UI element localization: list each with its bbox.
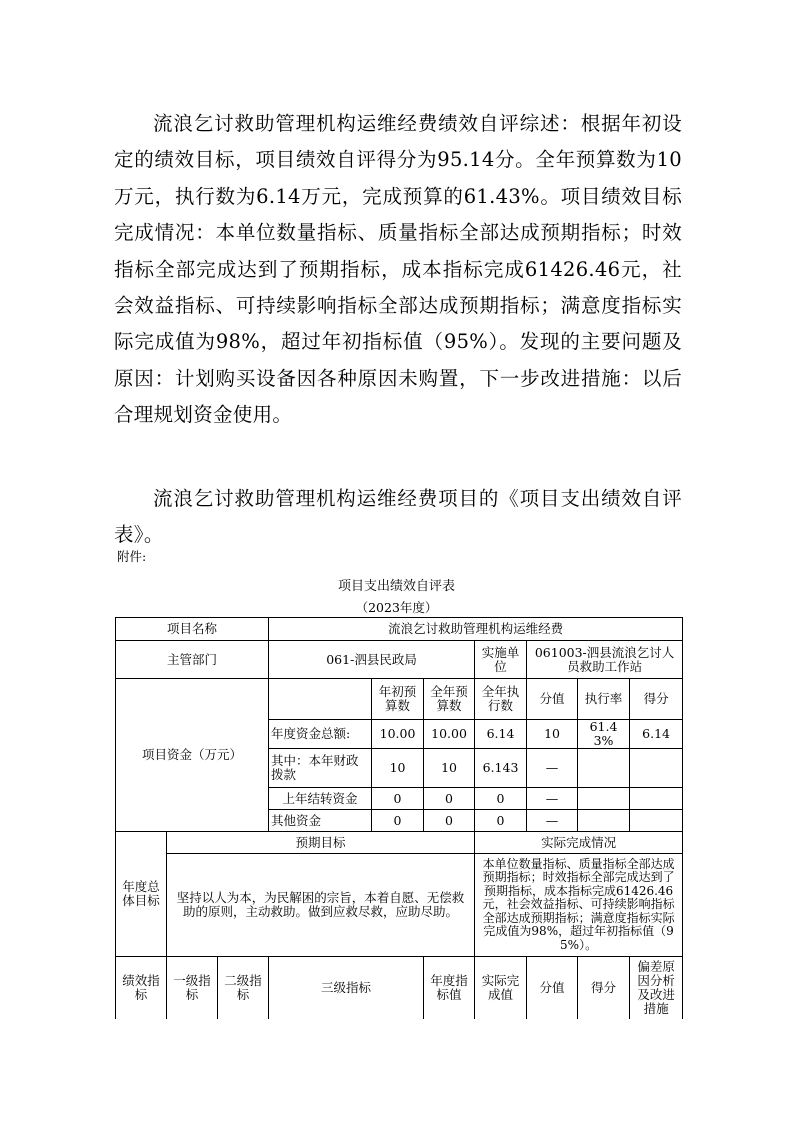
dept-label: 主管部门: [116, 641, 269, 679]
fund-cell: 0: [424, 788, 475, 810]
col-header: 全年预算数: [424, 679, 475, 720]
fund-cell: 10.00: [372, 720, 424, 749]
expected-goal-text: 坚持以人为本，为民解困的宗旨，本着自愿、无偿救助的原则，主动救助。做到应救尽救，应助尽助。: [167, 854, 475, 957]
col-header: 分值: [527, 679, 578, 720]
attachment-label: 附件:: [117, 549, 147, 564]
actual-completion-text: 本单位数量指标、质量指标全部达成预期指标；时效指标全部完成达到了预期指标，成本指标完成61426.46元，社会效益指标、可持续影响指标全部达成预期指标；满意度指标实际完成值为98%，超过年初指标值（95%）。: [475, 854, 683, 957]
fund-cell: 0: [372, 810, 424, 832]
project-name-label: 项目名称: [116, 618, 269, 641]
fund-row-label: 其他资金: [269, 810, 372, 832]
fund-cell: [630, 749, 683, 788]
fund-cell: [578, 749, 630, 788]
impl-label: 实施单位: [475, 641, 527, 679]
funds-label: 项目资金（万元）: [116, 679, 269, 832]
annual-goal-label: 年度总体目标: [116, 832, 167, 957]
indicator-header: 绩效指标: [116, 957, 167, 1020]
col-header: 全年执行数: [475, 679, 527, 720]
fund-cell: 0: [372, 788, 424, 810]
fund-cell: 61.43%: [578, 720, 630, 749]
summary-paragraph: 流浪乞讨救助管理机构运维经费绩效自评综述：根据年初设定的绩效目标，项目绩效自评得分为95.14分。全年预算数为10万元，执行数为6.14万元，完成预算的61.43%。项目绩效目标完成情况：本单位数量指标、质量指标全部达成预期指标；时效指标全部完成达到了预期指标，成本指标完成61426.46元，社会效益指标、可持续影响指标全部达成预期指标；满意度指标实际完成值为98%，超过年初指标值（95%）。发现的主要问题及原因：计划购买设备因各种原因未购置，下一步改进措施：以后合理规划资金使用。: [114, 112, 682, 427]
col-header: 得分: [630, 679, 683, 720]
col-header: 执行率: [578, 679, 630, 720]
col-header: 年初预算数: [372, 679, 424, 720]
project-name-value: 流浪乞讨救助管理机构运维经费: [269, 618, 683, 641]
fund-cell: [578, 810, 630, 832]
fund-cell: [630, 788, 683, 810]
indicator-header: 一级指标: [167, 957, 218, 1020]
indicator-header: 偏差原因分析及改进措施: [630, 957, 683, 1020]
fund-cell: 10: [424, 749, 475, 788]
fund-cell: 6.14: [630, 720, 683, 749]
blank-cell: [269, 679, 372, 720]
fund-row-label: 上年结转资金: [269, 788, 372, 810]
indicator-header: 分值: [527, 957, 578, 1020]
fund-cell: —: [527, 810, 578, 832]
table-title: 项目支出绩效自评表: [337, 579, 455, 594]
indicator-header: 三级指标: [269, 957, 424, 1020]
table-year: （2023年度）: [355, 600, 438, 615]
fund-row-label: 其中：本年财政拨款: [269, 749, 372, 788]
fund-row-label: 年度资金总额:: [269, 720, 372, 749]
impl-value: 061003-泗县流浪乞讨人员救助工作站: [527, 641, 683, 679]
performance-table: [115, 617, 683, 1019]
fund-cell: 6.143: [475, 749, 527, 788]
fund-cell: 10.00: [424, 720, 475, 749]
fund-cell: 0: [424, 810, 475, 832]
table-reference-paragraph: 流浪乞讨救助管理机构运维经费项目的《项目支出绩效自评表》。: [114, 487, 682, 547]
fund-cell: 10: [527, 720, 578, 749]
fund-cell: 6.14: [475, 720, 527, 749]
fund-cell: 10: [372, 749, 424, 788]
fund-cell: —: [527, 788, 578, 810]
indicator-header: 实际完成值: [475, 957, 527, 1020]
indicator-header: 二级指标: [218, 957, 269, 1020]
fund-cell: [578, 788, 630, 810]
actual-completion-header: 实际完成情况: [475, 832, 683, 854]
fund-cell: 0: [475, 788, 527, 810]
expected-goal-header: 预期目标: [167, 832, 475, 854]
indicator-header: 得分: [578, 957, 630, 1020]
dept-value: 061-泗县民政局: [269, 641, 475, 679]
fund-cell: —: [527, 749, 578, 788]
fund-cell: 0: [475, 810, 527, 832]
indicator-header: 年度指标值: [424, 957, 475, 1020]
fund-cell: [630, 810, 683, 832]
